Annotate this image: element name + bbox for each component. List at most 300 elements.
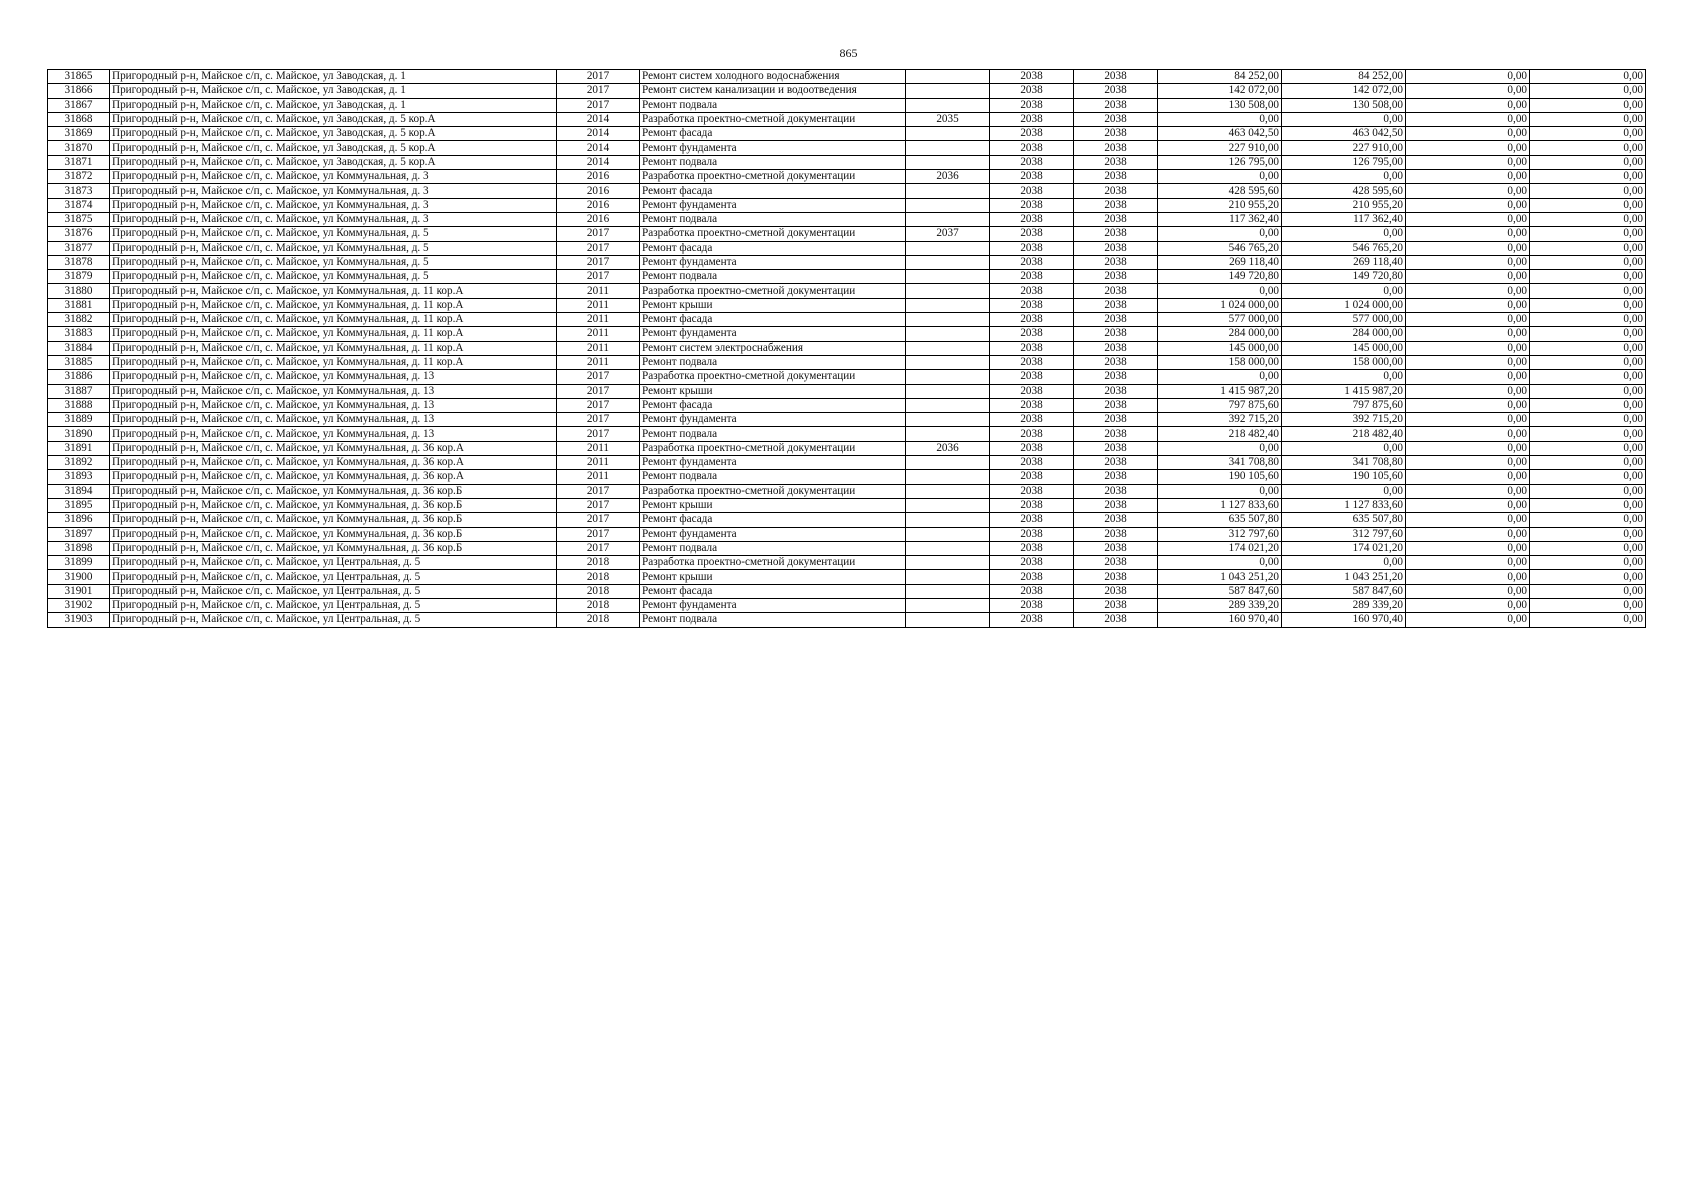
fund-cost-cell: 312 797,60: [1282, 527, 1406, 541]
total-cost-cell: 341 708,80: [1158, 456, 1282, 470]
fund-cost-cell: 160 970,40: [1282, 613, 1406, 627]
build-year-cell: 2016: [557, 184, 640, 198]
budget-cost-cell: 0,00: [1406, 284, 1530, 298]
other-cost-cell: 0,00: [1530, 427, 1646, 441]
total-cost-cell: 312 797,60: [1158, 527, 1282, 541]
other-cost-cell: 0,00: [1530, 327, 1646, 341]
address-cell: Пригородный р-н, Майское с/п, с. Майское, ул Центральная, д. 5: [110, 613, 557, 627]
design-year-cell: [906, 584, 990, 598]
page-number: 865: [839, 46, 858, 60]
plan-year-end-cell: 2038: [1074, 413, 1158, 427]
fund-cost-cell: 635 507,80: [1282, 513, 1406, 527]
total-cost-cell: 126 795,00: [1158, 155, 1282, 169]
plan-year-start-cell: 2038: [990, 184, 1074, 198]
total-cost-cell: 0,00: [1158, 370, 1282, 384]
plan-year-end-cell: 2038: [1074, 98, 1158, 112]
design-year-cell: [906, 456, 990, 470]
address-cell: Пригородный р-н, Майское с/п, с. Майское, ул Заводская, д. 1: [110, 98, 557, 112]
table-row: [48, 384, 1646, 398]
row-number-cell: 31893: [48, 470, 110, 484]
other-cost-cell: 0,00: [1530, 84, 1646, 98]
total-cost-cell: 0,00: [1158, 441, 1282, 455]
address-cell: Пригородный р-н, Майское с/п, с. Майское, ул Коммунальная, д. 36 кор.Б: [110, 541, 557, 555]
table-row: [48, 541, 1646, 555]
fund-cost-cell: 130 508,00: [1282, 98, 1406, 112]
table-row: [48, 484, 1646, 498]
work-type-cell: Ремонт фундамента: [640, 527, 906, 541]
plan-year-start-cell: 2038: [990, 398, 1074, 412]
work-type-cell: Ремонт фасада: [640, 127, 906, 141]
address-cell: Пригородный р-н, Майское с/п, с. Майское, ул Заводская, д. 5 кор.А: [110, 127, 557, 141]
table-row: [48, 184, 1646, 198]
work-type-cell: Ремонт крыши: [640, 298, 906, 312]
total-cost-cell: 84 252,00: [1158, 70, 1282, 84]
table-row: [48, 70, 1646, 84]
other-cost-cell: 0,00: [1530, 398, 1646, 412]
design-year-cell: [906, 198, 990, 212]
plan-year-start-cell: 2038: [990, 198, 1074, 212]
address-cell: Пригородный р-н, Майское с/п, с. Майское, ул Заводская, д. 5 кор.А: [110, 141, 557, 155]
other-cost-cell: 0,00: [1530, 313, 1646, 327]
row-number-cell: 31874: [48, 198, 110, 212]
plan-year-start-cell: 2038: [990, 341, 1074, 355]
design-year-cell: [906, 613, 990, 627]
table-row: [48, 613, 1646, 627]
table-row: [48, 155, 1646, 169]
plan-year-start-cell: 2038: [990, 513, 1074, 527]
build-year-cell: 2017: [557, 384, 640, 398]
design-year-cell: [906, 355, 990, 369]
other-cost-cell: 0,00: [1530, 527, 1646, 541]
plan-year-start-cell: 2038: [990, 413, 1074, 427]
address-cell: Пригородный р-н, Майское с/п, с. Майское, ул Центральная, д. 5: [110, 556, 557, 570]
work-type-cell: Ремонт фундамента: [640, 413, 906, 427]
design-year-cell: [906, 241, 990, 255]
build-year-cell: 2014: [557, 141, 640, 155]
row-number-cell: 31869: [48, 127, 110, 141]
plan-year-start-cell: 2038: [990, 427, 1074, 441]
other-cost-cell: 0,00: [1530, 441, 1646, 455]
build-year-cell: 2017: [557, 527, 640, 541]
row-number-cell: 31880: [48, 284, 110, 298]
budget-cost-cell: 0,00: [1406, 270, 1530, 284]
design-year-cell: [906, 427, 990, 441]
row-number-cell: 31878: [48, 255, 110, 269]
fund-cost-cell: 142 072,00: [1282, 84, 1406, 98]
address-cell: Пригородный р-н, Майское с/п, с. Майское, ул Центральная, д. 5: [110, 570, 557, 584]
budget-cost-cell: 0,00: [1406, 513, 1530, 527]
address-cell: Пригородный р-н, Майское с/п, с. Майское, ул Заводская, д. 5 кор.А: [110, 155, 557, 169]
budget-cost-cell: 0,00: [1406, 255, 1530, 269]
address-cell: Пригородный р-н, Майское с/п, с. Майское, ул Коммунальная, д. 3: [110, 212, 557, 226]
table-body: [48, 70, 1646, 628]
budget-cost-cell: 0,00: [1406, 484, 1530, 498]
plan-year-start-cell: 2038: [990, 84, 1074, 98]
build-year-cell: 2011: [557, 298, 640, 312]
build-year-cell: 2017: [557, 398, 640, 412]
design-year-cell: [906, 327, 990, 341]
table-row: [48, 513, 1646, 527]
budget-cost-cell: 0,00: [1406, 112, 1530, 126]
budget-cost-cell: 0,00: [1406, 498, 1530, 512]
work-type-cell: Ремонт фасада: [640, 184, 906, 198]
budget-cost-cell: 0,00: [1406, 155, 1530, 169]
design-year-cell: [906, 498, 990, 512]
address-cell: Пригородный р-н, Майское с/п, с. Майское, ул Коммунальная, д. 5: [110, 255, 557, 269]
plan-year-start-cell: 2038: [990, 556, 1074, 570]
plan-year-start-cell: 2038: [990, 70, 1074, 84]
table-row: [48, 341, 1646, 355]
table-row: [48, 112, 1646, 126]
table-row: [48, 141, 1646, 155]
fund-cost-cell: 269 118,40: [1282, 255, 1406, 269]
address-cell: Пригородный р-н, Майское с/п, с. Майское, ул Коммунальная, д. 13: [110, 370, 557, 384]
address-cell: Пригородный р-н, Майское с/п, с. Майское, ул Коммунальная, д. 11 кор.А: [110, 313, 557, 327]
row-number-cell: 31897: [48, 527, 110, 541]
address-cell: Пригородный р-н, Майское с/п, с. Майское, ул Коммунальная, д. 36 кор.Б: [110, 498, 557, 512]
design-year-cell: [906, 70, 990, 84]
plan-year-start-cell: 2038: [990, 284, 1074, 298]
other-cost-cell: 0,00: [1530, 212, 1646, 226]
design-year-cell: [906, 212, 990, 226]
build-year-cell: 2017: [557, 513, 640, 527]
build-year-cell: 2017: [557, 227, 640, 241]
total-cost-cell: 117 362,40: [1158, 212, 1282, 226]
plan-year-end-cell: 2038: [1074, 241, 1158, 255]
address-cell: Пригородный р-н, Майское с/п, с. Майское, ул Коммунальная, д. 11 кор.А: [110, 284, 557, 298]
table-row: [48, 270, 1646, 284]
plan-year-start-cell: 2038: [990, 456, 1074, 470]
row-number-cell: 31881: [48, 298, 110, 312]
plan-year-end-cell: 2038: [1074, 112, 1158, 126]
fund-cost-cell: 218 482,40: [1282, 427, 1406, 441]
other-cost-cell: 0,00: [1530, 613, 1646, 627]
work-type-cell: Ремонт фасада: [640, 513, 906, 527]
work-type-cell: Разработка проектно-сметной документации: [640, 284, 906, 298]
design-year-cell: [906, 298, 990, 312]
address-cell: Пригородный р-н, Майское с/п, с. Майское, ул Коммунальная, д. 36 кор.Б: [110, 527, 557, 541]
total-cost-cell: 174 021,20: [1158, 541, 1282, 555]
plan-year-start-cell: 2038: [990, 384, 1074, 398]
other-cost-cell: 0,00: [1530, 513, 1646, 527]
design-year-cell: [906, 270, 990, 284]
plan-year-start-cell: 2038: [990, 227, 1074, 241]
build-year-cell: 2017: [557, 484, 640, 498]
address-cell: Пригородный р-н, Майское с/п, с. Майское, ул Коммунальная, д. 36 кор.А: [110, 441, 557, 455]
fund-cost-cell: 0,00: [1282, 284, 1406, 298]
plan-year-end-cell: 2038: [1074, 141, 1158, 155]
fund-cost-cell: 174 021,20: [1282, 541, 1406, 555]
plan-year-end-cell: 2038: [1074, 470, 1158, 484]
address-cell: Пригородный р-н, Майское с/п, с. Майское, ул Заводская, д. 1: [110, 84, 557, 98]
work-type-cell: Ремонт фасада: [640, 398, 906, 412]
build-year-cell: 2017: [557, 84, 640, 98]
build-year-cell: 2014: [557, 155, 640, 169]
other-cost-cell: 0,00: [1530, 498, 1646, 512]
work-type-cell: Разработка проектно-сметной документации: [640, 227, 906, 241]
other-cost-cell: 0,00: [1530, 98, 1646, 112]
build-year-cell: 2017: [557, 255, 640, 269]
fund-cost-cell: 210 955,20: [1282, 198, 1406, 212]
plan-year-start-cell: 2038: [990, 584, 1074, 598]
work-type-cell: Ремонт подвала: [640, 98, 906, 112]
total-cost-cell: 577 000,00: [1158, 313, 1282, 327]
total-cost-cell: 1 415 987,20: [1158, 384, 1282, 398]
plan-year-end-cell: 2038: [1074, 584, 1158, 598]
work-type-cell: Ремонт подвала: [640, 470, 906, 484]
table-row: [48, 298, 1646, 312]
fund-cost-cell: 0,00: [1282, 370, 1406, 384]
row-number-cell: 31895: [48, 498, 110, 512]
budget-cost-cell: 0,00: [1406, 613, 1530, 627]
work-type-cell: Ремонт фасада: [640, 241, 906, 255]
fund-cost-cell: 0,00: [1282, 227, 1406, 241]
design-year-cell: 2036: [906, 441, 990, 455]
design-year-cell: [906, 98, 990, 112]
row-number-cell: 31894: [48, 484, 110, 498]
other-cost-cell: 0,00: [1530, 127, 1646, 141]
budget-cost-cell: 0,00: [1406, 98, 1530, 112]
total-cost-cell: 1 024 000,00: [1158, 298, 1282, 312]
design-year-cell: [906, 84, 990, 98]
budget-cost-cell: 0,00: [1406, 241, 1530, 255]
plan-year-end-cell: 2038: [1074, 70, 1158, 84]
build-year-cell: 2017: [557, 270, 640, 284]
budget-cost-cell: 0,00: [1406, 327, 1530, 341]
address-cell: Пригородный р-н, Майское с/п, с. Майское, ул Коммунальная, д. 36 кор.А: [110, 456, 557, 470]
address-cell: Пригородный р-н, Майское с/п, с. Майское, ул Центральная, д. 5: [110, 598, 557, 612]
fund-cost-cell: 0,00: [1282, 556, 1406, 570]
fund-cost-cell: 463 042,50: [1282, 127, 1406, 141]
budget-cost-cell: 0,00: [1406, 556, 1530, 570]
row-number-cell: 31888: [48, 398, 110, 412]
design-year-cell: [906, 284, 990, 298]
other-cost-cell: 0,00: [1530, 556, 1646, 570]
design-year-cell: [906, 184, 990, 198]
plan-year-start-cell: 2038: [990, 570, 1074, 584]
fund-cost-cell: 0,00: [1282, 441, 1406, 455]
plan-year-end-cell: 2038: [1074, 327, 1158, 341]
build-year-cell: 2011: [557, 470, 640, 484]
build-year-cell: 2018: [557, 556, 640, 570]
design-year-cell: [906, 313, 990, 327]
other-cost-cell: 0,00: [1530, 355, 1646, 369]
work-type-cell: Ремонт систем холодного водоснабжения: [640, 70, 906, 84]
build-year-cell: 2017: [557, 241, 640, 255]
plan-year-end-cell: 2038: [1074, 170, 1158, 184]
fund-cost-cell: 392 715,20: [1282, 413, 1406, 427]
budget-cost-cell: 0,00: [1406, 598, 1530, 612]
table-row: [48, 327, 1646, 341]
row-number-cell: 31873: [48, 184, 110, 198]
build-year-cell: 2017: [557, 70, 640, 84]
plan-year-end-cell: 2038: [1074, 212, 1158, 226]
row-number-cell: 31898: [48, 541, 110, 555]
build-year-cell: 2016: [557, 198, 640, 212]
row-number-cell: 31868: [48, 112, 110, 126]
table-row: [48, 255, 1646, 269]
plan-year-end-cell: 2038: [1074, 498, 1158, 512]
other-cost-cell: 0,00: [1530, 413, 1646, 427]
address-cell: Пригородный р-н, Майское с/п, с. Майское, ул Центральная, д. 5: [110, 584, 557, 598]
fund-cost-cell: 428 595,60: [1282, 184, 1406, 198]
build-year-cell: 2017: [557, 427, 640, 441]
total-cost-cell: 0,00: [1158, 484, 1282, 498]
other-cost-cell: 0,00: [1530, 255, 1646, 269]
build-year-cell: 2018: [557, 613, 640, 627]
budget-cost-cell: 0,00: [1406, 384, 1530, 398]
plan-year-start-cell: 2038: [990, 270, 1074, 284]
plan-year-end-cell: 2038: [1074, 155, 1158, 169]
plan-year-end-cell: 2038: [1074, 255, 1158, 269]
plan-year-end-cell: 2038: [1074, 341, 1158, 355]
work-type-cell: Ремонт подвала: [640, 155, 906, 169]
other-cost-cell: 0,00: [1530, 170, 1646, 184]
table-row: [48, 598, 1646, 612]
row-number-cell: 31875: [48, 212, 110, 226]
row-number-cell: 31899: [48, 556, 110, 570]
other-cost-cell: 0,00: [1530, 155, 1646, 169]
plan-year-end-cell: 2038: [1074, 298, 1158, 312]
fund-cost-cell: 546 765,20: [1282, 241, 1406, 255]
total-cost-cell: 130 508,00: [1158, 98, 1282, 112]
capital-repair-table: [47, 69, 1646, 628]
build-year-cell: 2011: [557, 355, 640, 369]
work-type-cell: Ремонт крыши: [640, 384, 906, 398]
other-cost-cell: 0,00: [1530, 298, 1646, 312]
row-number-cell: 31900: [48, 570, 110, 584]
build-year-cell: 2011: [557, 284, 640, 298]
build-year-cell: 2018: [557, 584, 640, 598]
work-type-cell: Ремонт подвала: [640, 427, 906, 441]
table-row: [48, 456, 1646, 470]
plan-year-end-cell: 2038: [1074, 556, 1158, 570]
budget-cost-cell: 0,00: [1406, 298, 1530, 312]
fund-cost-cell: 84 252,00: [1282, 70, 1406, 84]
plan-year-start-cell: 2038: [990, 212, 1074, 226]
build-year-cell: 2017: [557, 498, 640, 512]
fund-cost-cell: 797 875,60: [1282, 398, 1406, 412]
design-year-cell: 2037: [906, 227, 990, 241]
total-cost-cell: 0,00: [1158, 112, 1282, 126]
row-number-cell: 31903: [48, 613, 110, 627]
table-row: [48, 398, 1646, 412]
address-cell: Пригородный р-н, Майское с/п, с. Майское, ул Коммунальная, д. 5: [110, 270, 557, 284]
row-number-cell: 31891: [48, 441, 110, 455]
work-type-cell: Ремонт фасада: [640, 313, 906, 327]
plan-year-end-cell: 2038: [1074, 270, 1158, 284]
fund-cost-cell: 149 720,80: [1282, 270, 1406, 284]
row-number-cell: 31865: [48, 70, 110, 84]
design-year-cell: [906, 384, 990, 398]
total-cost-cell: 284 000,00: [1158, 327, 1282, 341]
plan-year-end-cell: 2038: [1074, 227, 1158, 241]
budget-cost-cell: 0,00: [1406, 427, 1530, 441]
total-cost-cell: 158 000,00: [1158, 355, 1282, 369]
other-cost-cell: 0,00: [1530, 270, 1646, 284]
design-year-cell: [906, 413, 990, 427]
other-cost-cell: 0,00: [1530, 241, 1646, 255]
plan-year-start-cell: 2038: [990, 355, 1074, 369]
plan-year-start-cell: 2038: [990, 370, 1074, 384]
work-type-cell: Ремонт подвала: [640, 355, 906, 369]
build-year-cell: 2016: [557, 170, 640, 184]
table-row: [48, 413, 1646, 427]
row-number-cell: 31892: [48, 456, 110, 470]
total-cost-cell: 218 482,40: [1158, 427, 1282, 441]
plan-year-end-cell: 2038: [1074, 541, 1158, 555]
budget-cost-cell: 0,00: [1406, 84, 1530, 98]
total-cost-cell: 269 118,40: [1158, 255, 1282, 269]
work-type-cell: Ремонт подвала: [640, 212, 906, 226]
build-year-cell: 2018: [557, 598, 640, 612]
table-row: [48, 98, 1646, 112]
plan-year-end-cell: 2038: [1074, 384, 1158, 398]
other-cost-cell: 0,00: [1530, 141, 1646, 155]
plan-year-start-cell: 2038: [990, 470, 1074, 484]
row-number-cell: 31896: [48, 513, 110, 527]
table-row: [48, 84, 1646, 98]
total-cost-cell: 797 875,60: [1158, 398, 1282, 412]
address-cell: Пригородный р-н, Майское с/п, с. Майское, ул Коммунальная, д. 36 кор.Б: [110, 513, 557, 527]
plan-year-end-cell: 2038: [1074, 427, 1158, 441]
row-number-cell: 31890: [48, 427, 110, 441]
budget-cost-cell: 0,00: [1406, 313, 1530, 327]
fund-cost-cell: 1 127 833,60: [1282, 498, 1406, 512]
budget-cost-cell: 0,00: [1406, 127, 1530, 141]
table-row: [48, 441, 1646, 455]
fund-cost-cell: 1 024 000,00: [1282, 298, 1406, 312]
design-year-cell: [906, 556, 990, 570]
budget-cost-cell: 0,00: [1406, 370, 1530, 384]
budget-cost-cell: 0,00: [1406, 441, 1530, 455]
plan-year-end-cell: 2038: [1074, 570, 1158, 584]
work-type-cell: Ремонт фундамента: [640, 598, 906, 612]
work-type-cell: Ремонт фундамента: [640, 327, 906, 341]
build-year-cell: 2017: [557, 541, 640, 555]
row-number-cell: 31872: [48, 170, 110, 184]
plan-year-end-cell: 2038: [1074, 313, 1158, 327]
row-number-cell: 31883: [48, 327, 110, 341]
budget-cost-cell: 0,00: [1406, 413, 1530, 427]
table-row: [48, 556, 1646, 570]
total-cost-cell: 463 042,50: [1158, 127, 1282, 141]
total-cost-cell: 0,00: [1158, 556, 1282, 570]
other-cost-cell: 0,00: [1530, 598, 1646, 612]
table-row: [48, 498, 1646, 512]
total-cost-cell: 227 910,00: [1158, 141, 1282, 155]
other-cost-cell: 0,00: [1530, 484, 1646, 498]
design-year-cell: [906, 470, 990, 484]
plan-year-end-cell: 2038: [1074, 398, 1158, 412]
row-number-cell: 31902: [48, 598, 110, 612]
plan-year-end-cell: 2038: [1074, 284, 1158, 298]
plan-year-end-cell: 2038: [1074, 127, 1158, 141]
row-number-cell: 31877: [48, 241, 110, 255]
total-cost-cell: 1 127 833,60: [1158, 498, 1282, 512]
budget-cost-cell: 0,00: [1406, 341, 1530, 355]
other-cost-cell: 0,00: [1530, 384, 1646, 398]
plan-year-end-cell: 2038: [1074, 184, 1158, 198]
work-type-cell: Ремонт подвала: [640, 270, 906, 284]
work-type-cell: Ремонт крыши: [640, 498, 906, 512]
plan-year-start-cell: 2038: [990, 112, 1074, 126]
table-row: [48, 584, 1646, 598]
design-year-cell: 2035: [906, 112, 990, 126]
table-row: [48, 570, 1646, 584]
design-year-cell: [906, 255, 990, 269]
other-cost-cell: 0,00: [1530, 227, 1646, 241]
